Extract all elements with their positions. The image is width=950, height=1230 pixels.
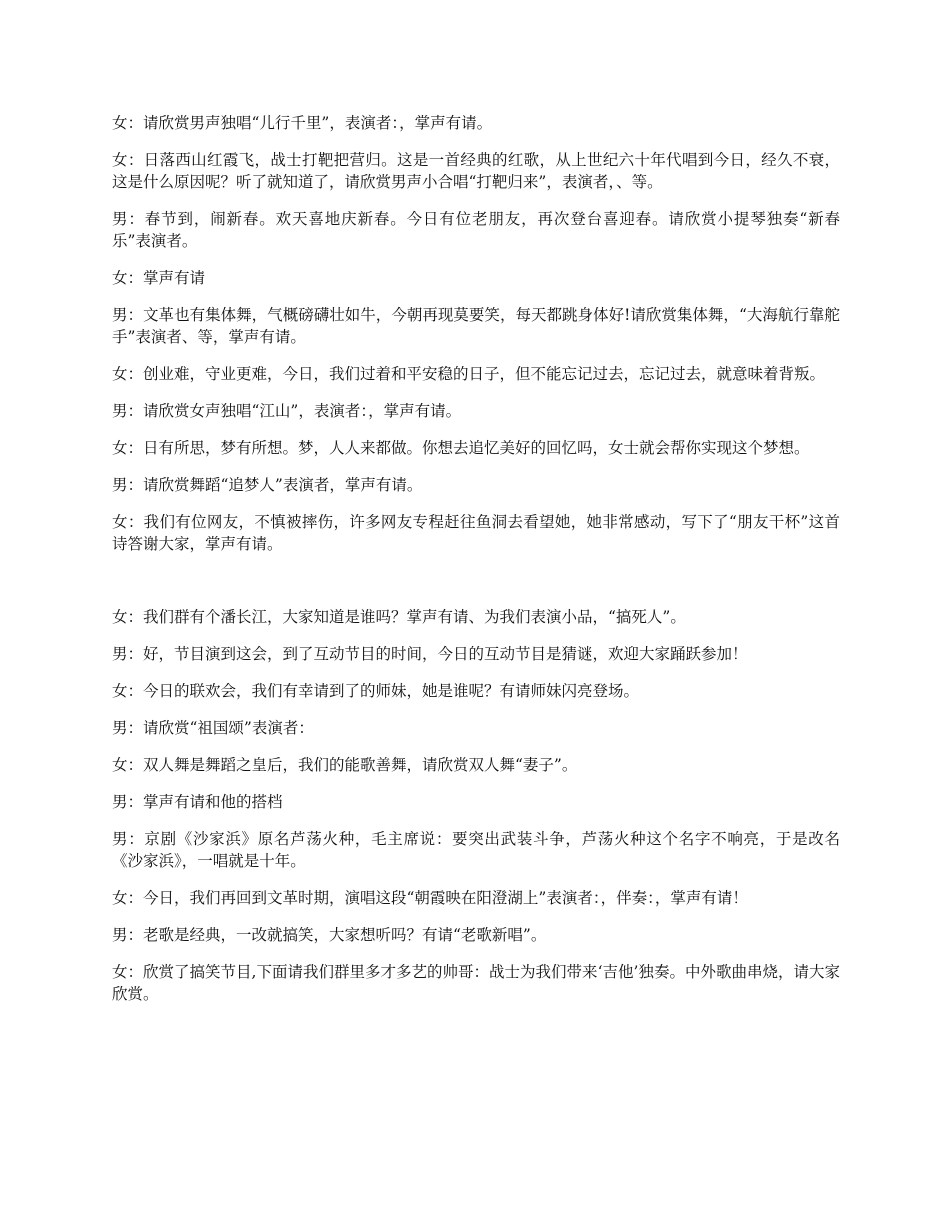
paragraph: 男：请欣赏女声独唱“江山”，表演者：，掌声有请。 — [112, 402, 462, 420]
paragraph: 男：京剧《沙家浜》原名芦荡火种，毛主席说：要突出武装斗争，芦荡火种这个名字不响亮，于是改名《沙家浜》，一唱就是十年。 — [112, 830, 840, 870]
paragraph: 女：今日，我们再回到文革时期，演唱这段“朝霞映在阳澄湖上”表演者：，伴奏：，掌声有请！ — [112, 889, 748, 907]
paragraph: 女：欣赏了搞笑节目,下面请我们群里多才多艺的帅哥：战士为我们带来‘吉他’独奏。中外歌曲串烧，请大家欣赏。 — [112, 963, 840, 1003]
paragraph: 女：创业难，守业更难，今日，我们过着和平安稳的日子，但不能忘记过去，忘记过去，就意味着背叛。 — [112, 365, 826, 383]
paragraph: 女：日有所思，梦有所想。梦，人人来都做。你想去追忆美好的回忆吗，女士就会帮你实现这个梦想。 — [112, 439, 810, 457]
paragraph: 男：请欣赏“祖国颂”表演者： — [112, 719, 314, 737]
paragraph: 男：掌声有请和他的搭档 — [112, 793, 283, 811]
paragraph: 女：今日的联欢会，我们有幸请到了的师妹，她是谁呢？有请师妹闪亮登场。 — [112, 682, 640, 700]
paragraph: 男：请欣赏舞蹈“追梦人”表演者，掌声有请。 — [112, 476, 423, 494]
paragraph: 女：请欣赏男声独唱“儿行千里”，表演者：，掌声有请。 — [112, 114, 493, 132]
paragraph: 男：文革也有集体舞，气概磅礴壮如牛，今朝再现莫要笑，每天都跳身体好!请欣赏集体舞，“大海航行靠舵手”表演者、等，掌声有请。 — [112, 306, 840, 346]
section-gap — [112, 570, 840, 606]
paragraph: 女：我们群有个潘长江，大家知道是谁吗？掌声有请、为我们表演小品，“搞死人”。 — [112, 608, 686, 626]
paragraph: 男：老歌是经典，一改就搞笑，大家想听吗？有请“老歌新唱”。 — [112, 926, 547, 944]
paragraph: 女：日落西山红霞飞，战士打靶把营归。这是一首经典的红歌，从上世纪六十年代唱到今日，经久不衰，这是什么原因呢？听了就知道了，请欣赏男声小合唱“打靶归来”，表演者，、等。 — [112, 151, 840, 191]
paragraph: 女：双人舞是舞蹈之皇后，我们的能歌善舞，请欣赏双人舞“妻子”。 — [112, 756, 578, 774]
paragraph: 女：我们有位网友，不慎被摔伤，许多网友专程赶往鱼洞去看望她，她非常感动，写下了“朋友干杯”这首诗答谢大家，掌声有请。 — [112, 513, 840, 553]
document-body — [112, 112, 840, 1020]
paragraph: 女：掌声有请 — [112, 269, 206, 287]
paragraph: 男：春节到，闹新春。欢天喜地庆新春。今日有位老朋友，再次登台喜迎春。请欣赏小提琴独奏“新春乐”表演者。 — [112, 210, 840, 250]
paragraph: 男：好，节目演到这会，到了互动节目的时间，今日的互动节目是猜谜，欢迎大家踊跃参加！ — [112, 645, 748, 663]
